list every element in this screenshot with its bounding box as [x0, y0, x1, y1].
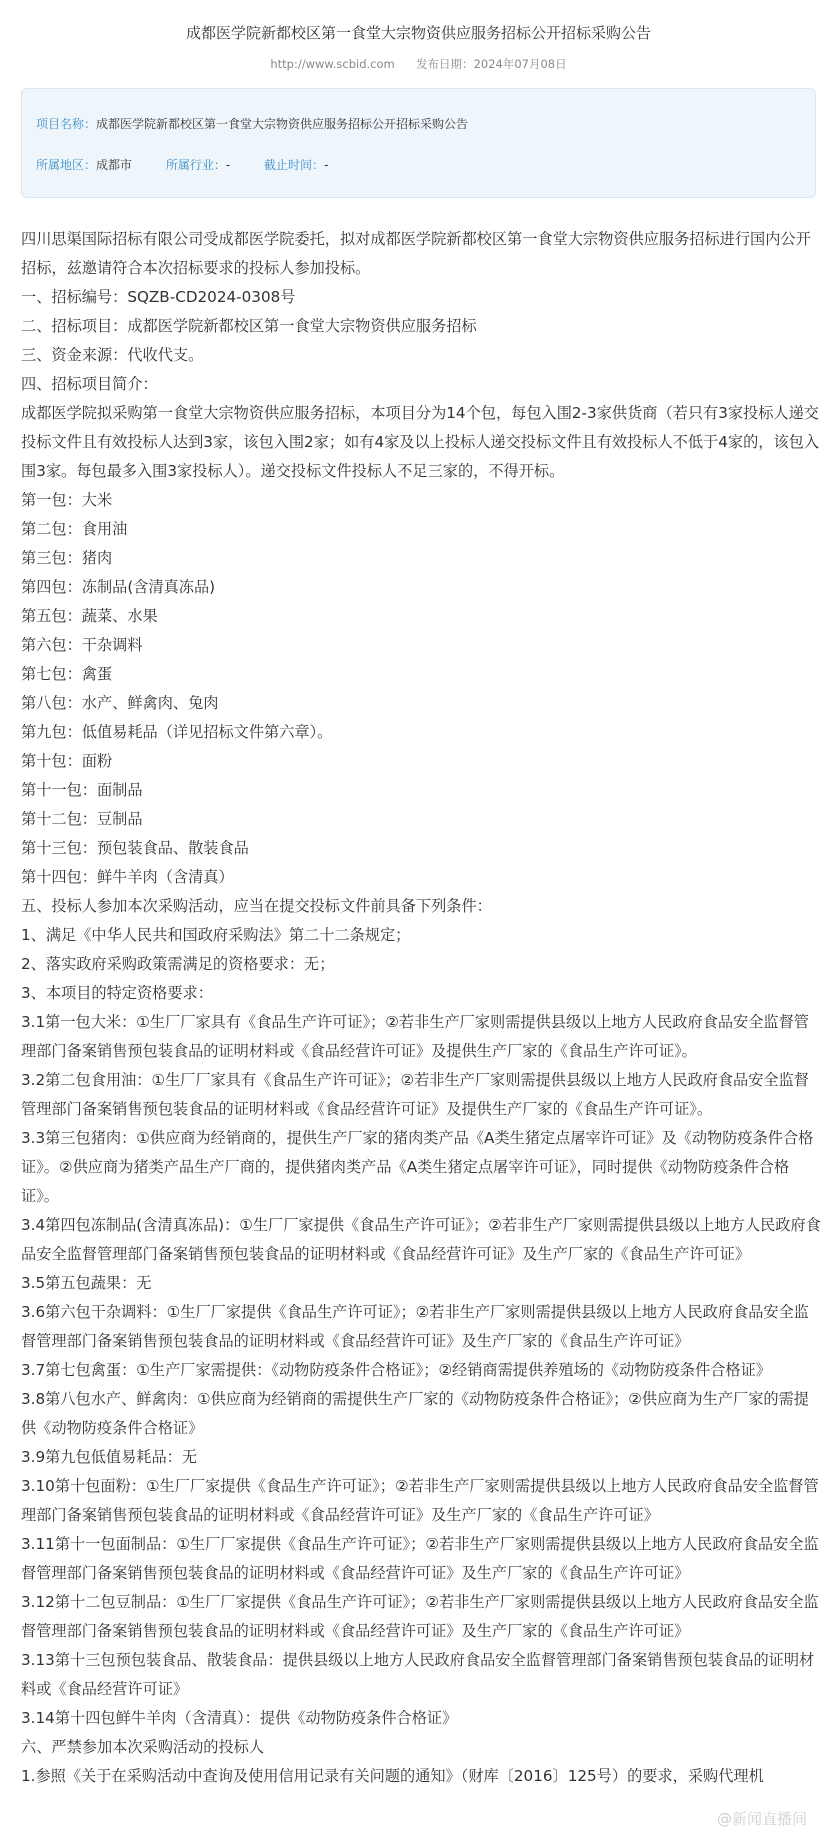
paragraph: 3、本项目的特定资格要求：: [21, 984, 213, 1002]
project-name-label: 项目名称：: [36, 117, 97, 131]
package-item: 第十包：面粉: [21, 752, 113, 770]
package-item: 第九包：低值易耗品（详见招标文件第六章）。: [21, 723, 333, 741]
package-item: 第六包：干杂调料: [21, 636, 143, 654]
watermark: @新闻直播间: [716, 1810, 807, 1828]
requirement-item: 3.7第七包禽蛋：①生产厂家需提供：《动物防疫条件合格证》；②经销商需提供养殖场的《动物防疫条件合格证》: [21, 1361, 771, 1379]
paragraph: 五、投标人参加本次采购活动，应当在提交投标文件前具备下列条件：: [21, 897, 492, 915]
requirement-item: 3.13第十三包预包装食品、散装食品：提供县级以上地方人民政府食品安全监督管理部门备案销售预包装食品的证明材料或《食品经营许可证》: [21, 1651, 815, 1698]
region-cell: [36, 156, 132, 173]
deadline-value: -: [324, 158, 329, 172]
industry-label: 所属行业：: [165, 158, 226, 172]
region-label: 所属地区：: [36, 158, 97, 172]
paragraph: 六、严禁参加本次采购活动的投标人: [21, 1738, 264, 1756]
project-info-box: [21, 88, 816, 198]
publish-date: 2024年07月08日: [473, 57, 567, 71]
package-item: 第二包：食用油: [21, 520, 128, 538]
requirement-item: 3.6第六包干杂调料：①生厂厂家提供《食品生产许可证》；②若非生产厂家则需提供县级以上地方人民政府食品安全监督管理部门备案销售预包装食品的证明材料或《食品经营许可证》及生产厂家的《食品生产许可证》: [21, 1303, 809, 1350]
package-item: 第十四包：鲜牛羊肉（含清真）: [21, 868, 234, 886]
package-item: 第一包：大米: [21, 491, 113, 509]
source-url-link[interactable]: http://www.scbid.com: [270, 57, 395, 71]
requirement-item: 3.10第十包面粉：①生厂厂家提供《食品生产许可证》；②若非生产厂家则需提供县级以上地方人民政府食品安全监督管理部门备案销售预包装食品的证明材料或《食品经营许可证》及生产厂家的《食品生产许可证》: [21, 1477, 819, 1524]
package-item: 第三包：猪肉: [21, 549, 113, 567]
deadline-cell: [264, 156, 328, 173]
package-item: 第十二包：豆制品: [21, 810, 143, 828]
paragraph: 四、招标项目简介：: [21, 375, 158, 393]
package-item: 第五包：蔬菜、水果: [21, 607, 158, 625]
paragraph: 一、招标编号：SQZB-CD2024-0308号: [21, 288, 296, 306]
deadline-label: 截止时间：: [264, 158, 325, 172]
page-title: 成都医学院新都校区第一食堂大宗物资供应服务招标公开招标采购公告: [185, 24, 651, 42]
package-item: 第八包：水产、鲜禽肉、兔肉: [21, 694, 219, 712]
industry-value: -: [225, 158, 231, 172]
paragraph: 二、招标项目：成都医学院新都校区第一食堂大宗物资供应服务招标: [21, 317, 477, 335]
requirement-item: 3.3第三包猪肉：①供应商为经销商的，提供生产厂家的猪肉类产品《A类生猪定点屠宰许可证》及《动物防疫条件合格证》。②供应商为猪类产品生产厂商的，提供猪肉类产品《A类生猪定点屠宰许可证》，同时提供《动物防疫条件合格证》。: [21, 1129, 814, 1205]
paragraph: 1.参照《关于在采购活动中查询及使用信用记录有关问题的通知》（财库〔2016〕125号）的要求，采购代理机: [21, 1767, 764, 1785]
requirement-item: 3.8第八包水产、鲜禽肉：①供应商为经销商的需提供生产厂家的《动物防疫条件合格证》；②供应商为生产厂家的需提供《动物防疫条件合格证》: [21, 1390, 809, 1437]
project-name-value: 成都医学院新都校区第一食堂大宗物资供应服务招标公开招标采购公告: [96, 117, 469, 131]
requirement-item: 3.1第一包大米：①生厂厂家具有《食品生产许可证》；②若非生产厂家则需提供县级以上地方人民政府食品安全监督管理部门备案销售预包装食品的证明材料或《食品经营许可证》及提供生产厂家的《食品生产许可证》。: [21, 1013, 809, 1060]
meta-line: [0, 54, 837, 74]
requirement-item: 3.14第十四包鲜牛羊肉（含清真）：提供《动物防疫条件合格证》: [21, 1709, 458, 1727]
requirement-item: 3.12第十二包豆制品：①生厂厂家提供《食品生产许可证》；②若非生产厂家则需提供县级以上地方人民政府食品安全监督管理部门备案销售预包装食品的证明材料或《食品经营许可证》及生产厂家的《食品生产许可证》: [21, 1593, 819, 1640]
requirement-item: 3.11第十一包面制品：①生厂厂家提供《食品生产许可证》；②若非生产厂家则需提供县级以上地方人民政府食品安全监督管理部门备案销售预包装食品的证明材料或《食品经营许可证》及生产厂家的《食品生产许可证》: [21, 1535, 819, 1582]
industry-cell: [166, 156, 230, 173]
requirement-item: 3.5第五包蔬果：无: [21, 1274, 152, 1292]
package-item: 第四包：冻制品(含清真冻品): [21, 578, 216, 596]
package-item: 第七包：禽蛋: [21, 665, 113, 683]
paragraph: 三、资金来源：代收代支。: [21, 346, 204, 364]
paragraph: 1、满足《中华人民共和国政府采购法》第二十二条规定；: [21, 926, 411, 944]
publish-date-label: 发布日期：: [416, 57, 474, 71]
package-item: 第十一包：面制品: [21, 781, 143, 799]
requirement-item: 3.4第四包冻制品(含清真冻品)：①生厂厂家提供《食品生产许可证》；②若非生产厂家则需提供县级以上地方人民政府食品安全监督管理部门备案销售预包装食品的证明材料或《食品经营许可证》及生产厂家的《食品生产许可证》: [21, 1216, 821, 1263]
region-value: 成都市: [96, 158, 133, 172]
requirement-item: 3.2第二包食用油：①生厂厂家具有《食品生产许可证》；②若非生产厂家则需提供县级以上地方人民政府食品安全监督管理部门备案销售预包装食品的证明材料或《食品经营许可证》及提供生产厂家的《食品生产许可证》。: [21, 1071, 809, 1118]
requirement-item: 3.9第九包低值易耗品：无: [21, 1448, 198, 1466]
paragraph: 成都医学院拟采购第一食堂大宗物资供应服务招标，本项目分为14个包，每包入围2-3家供货商（若只有3家投标人递交投标文件且有效投标人达到3家，该包入围2家；如有4家及以上投标人递交投标文件且有效投标人不低于4家的，该包入围3家。每包最多入围3家投标人）。递交投标文件投标人不足三家的，不得开标。: [21, 404, 820, 480]
package-item: 第十三包：预包装食品、散装食品: [21, 839, 249, 857]
announcement-body: [21, 225, 821, 1791]
paragraph: 四川思渠国际招标有限公司受成都医学院委托，拟对成都医学院新都校区第一食堂大宗物资供应服务招标进行国内公开招标，兹邀请符合本次招标要求的投标人参加投标。: [21, 230, 811, 277]
paragraph: 2、落实政府采购政策需满足的资格要求：无；: [21, 955, 335, 973]
project-meta-row: [36, 156, 358, 173]
project-name-row: [36, 115, 468, 132]
